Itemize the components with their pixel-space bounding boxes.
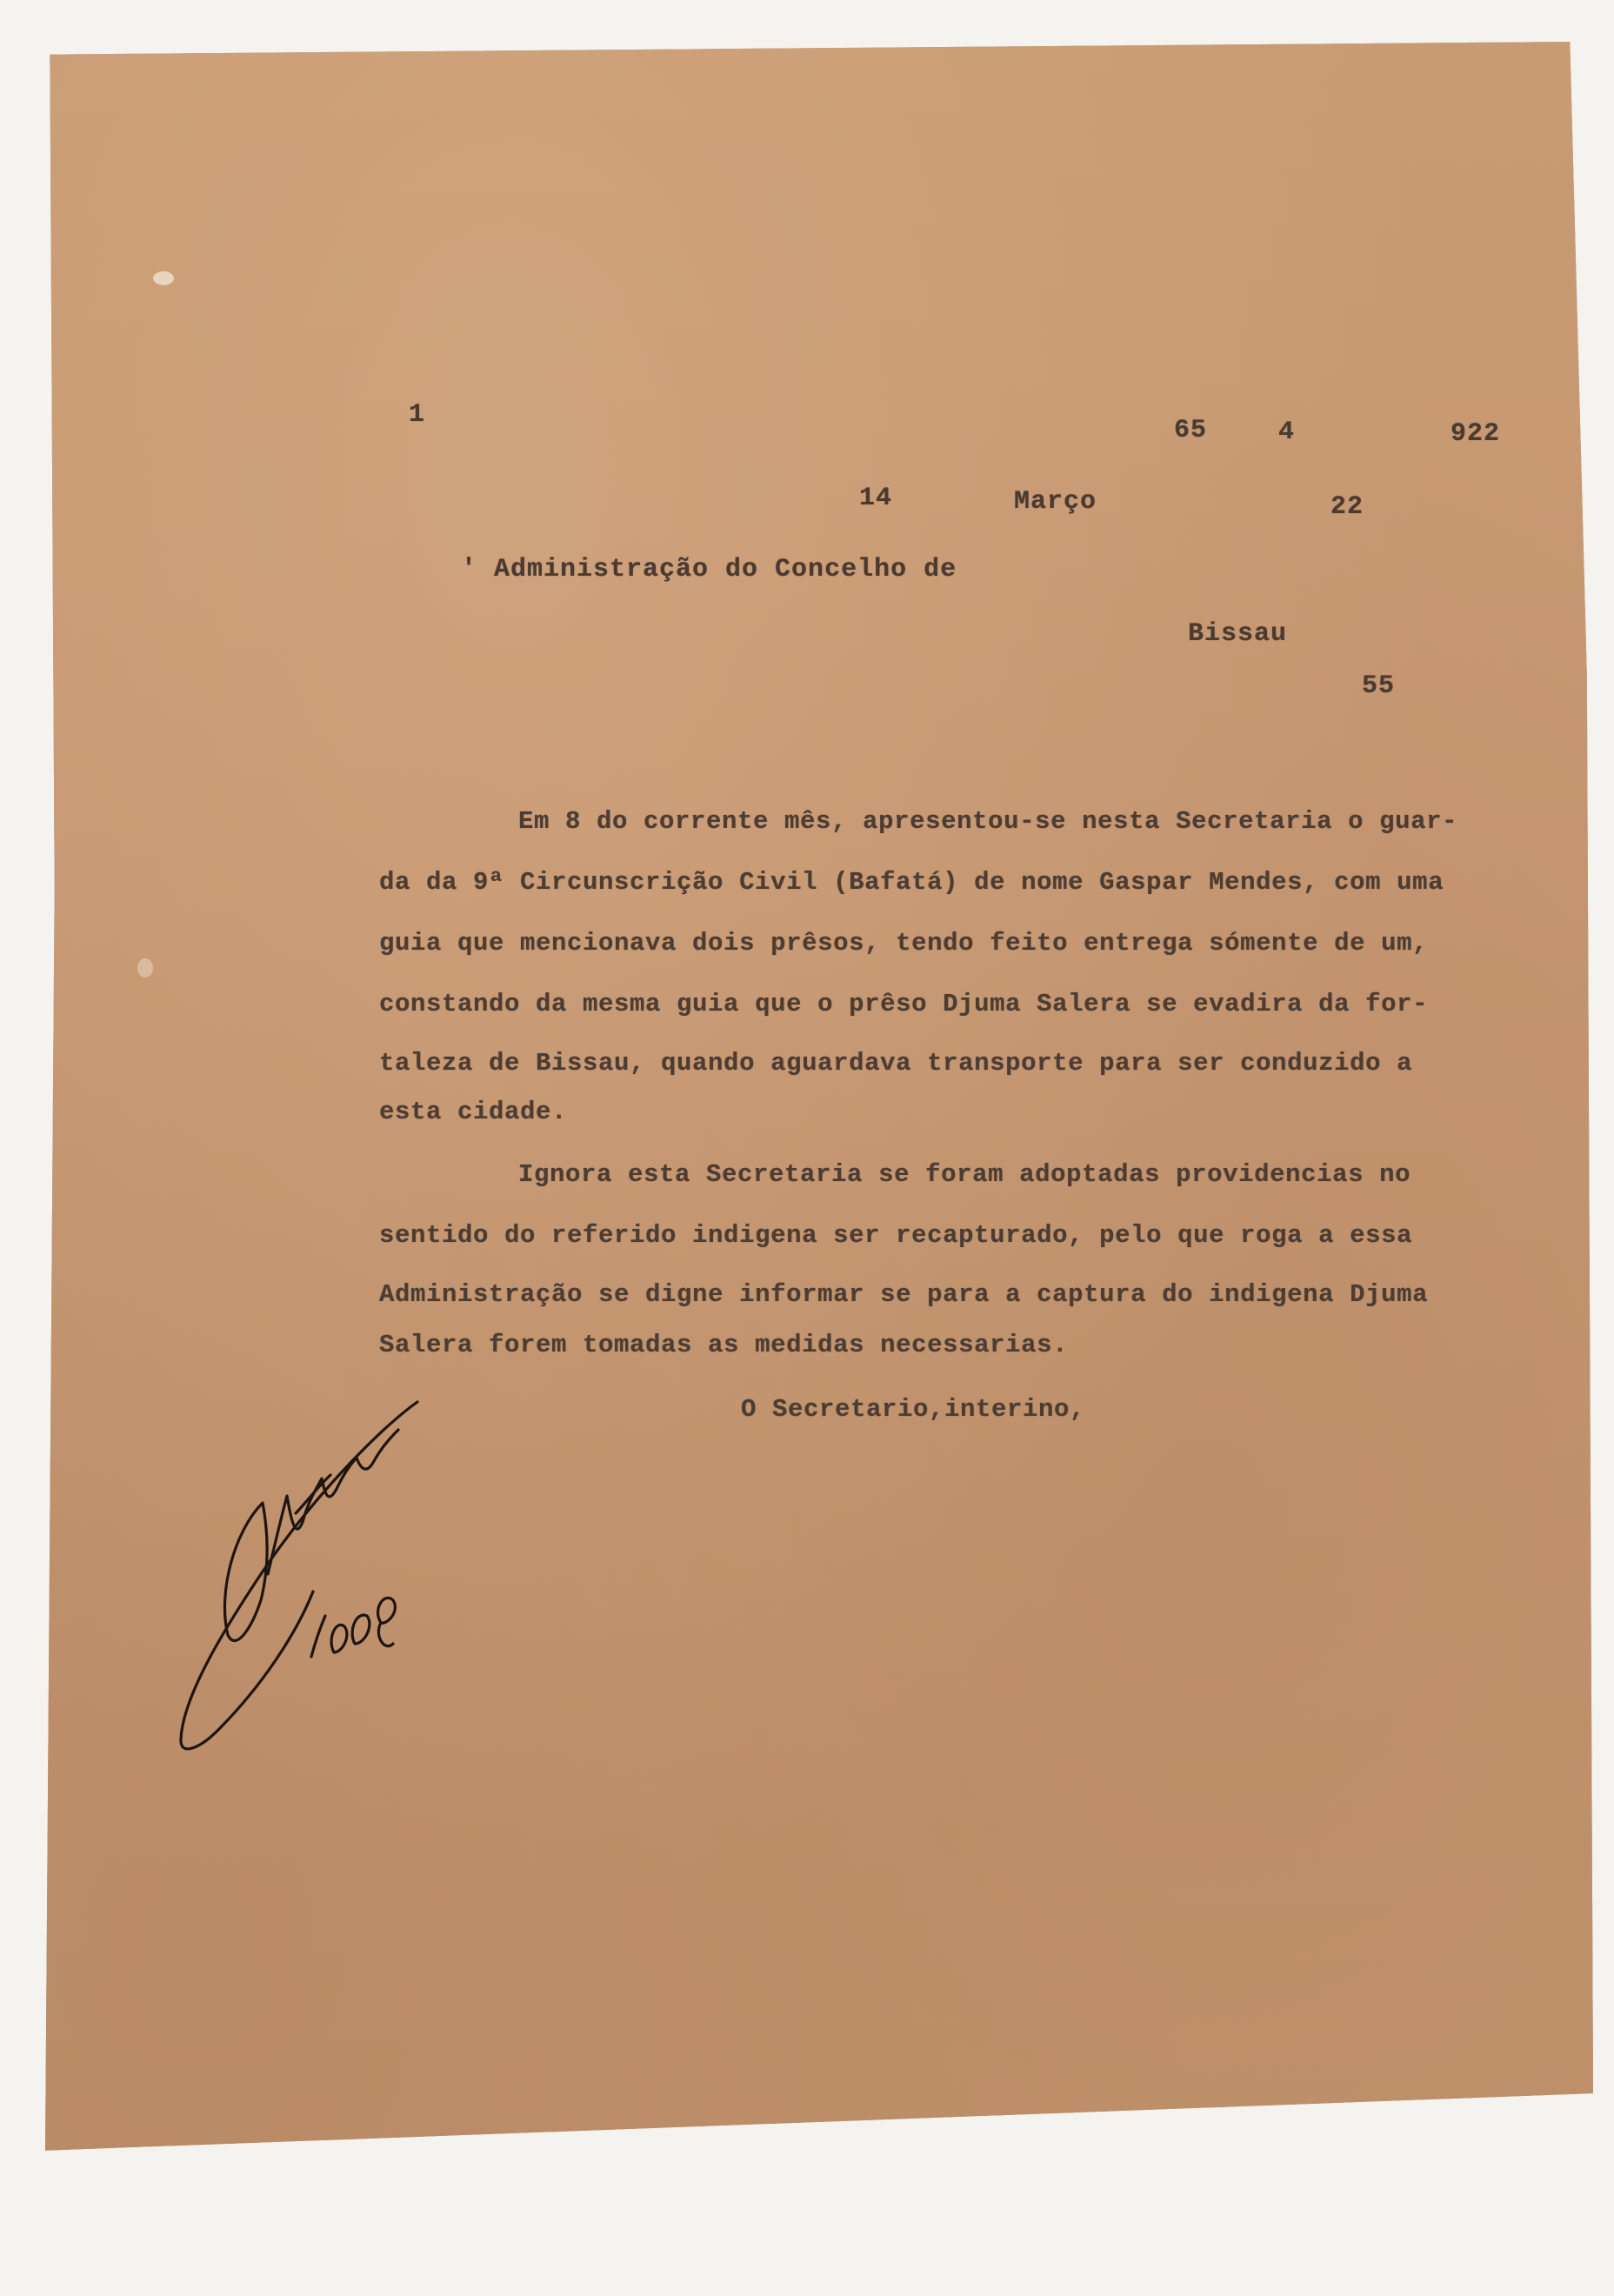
reference-number-b: 4 — [1278, 417, 1296, 447]
reference-number-c: 922 — [1451, 419, 1501, 449]
date-month: Março — [1014, 487, 1097, 517]
body-line: guia que mencionava dois prêsos, tendo feito entrega sómente de um, — [379, 929, 1429, 958]
body-line: esta cidade. — [379, 1098, 568, 1126]
document-page — [45, 42, 1593, 2157]
body-line: Em 8 do corrente mês, apresentou-se nesta Secretaria o guar- — [518, 807, 1458, 836]
date-day: 14 — [859, 484, 893, 513]
closing-line: O Secretario,interino, — [741, 1395, 1086, 1424]
body-line: sentido do referido indigena ser recapturado, pelo que roga a essa — [379, 1221, 1413, 1250]
recipient-place: Bissau — [1188, 619, 1288, 649]
date-year: 22 — [1331, 492, 1364, 522]
body-line: constando da mesma guia que o prêso Djuma Salera se evadira da for- — [379, 990, 1429, 1018]
body-line: Ignora esta Secretaria se foram adoptadas providencias no — [518, 1160, 1411, 1189]
reference-number-a: 65 — [1174, 416, 1208, 445]
paper-wear-spot — [137, 958, 153, 978]
handwritten-signature — [165, 1392, 444, 1774]
body-line: Administração se digne informar se para a captura do indigena Djuma — [379, 1280, 1429, 1309]
body-line: da da 9ª Circunscrição Civil (Bafatá) de nome Gaspar Mendes, com uma — [379, 868, 1444, 897]
body-line: taleza de Bissau, quando aguardava transporte para ser conduzido a — [379, 1049, 1413, 1078]
recipient-line: ' Administração do Concelho de — [461, 555, 957, 584]
recipient-code: 55 — [1362, 671, 1396, 701]
paper-wear-spot — [153, 271, 174, 285]
body-line: Salera forem tomadas as medidas necessarias. — [379, 1331, 1069, 1359]
document-number: 1 — [409, 400, 426, 430]
